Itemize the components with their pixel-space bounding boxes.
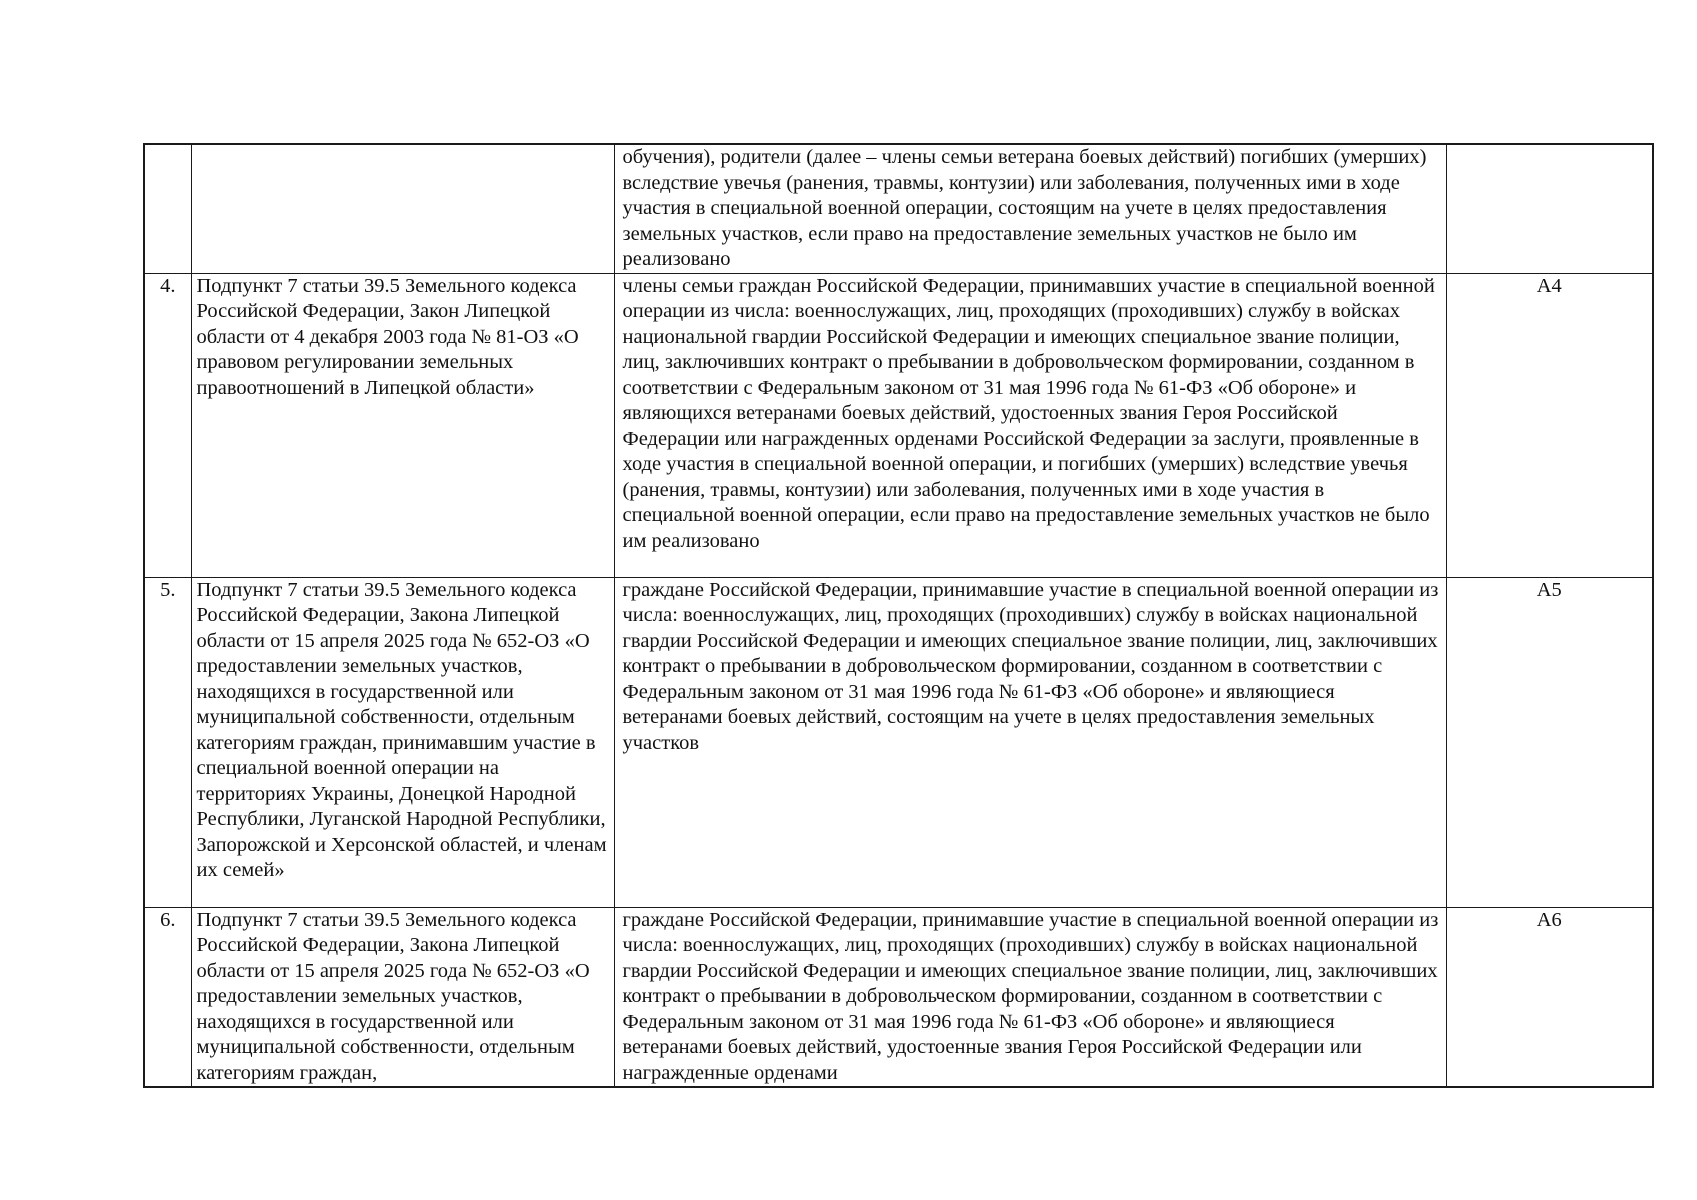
row-number-cell: 5. — [144, 577, 191, 907]
category-code-cell: А4 — [1446, 273, 1653, 577]
table-row — [144, 577, 1653, 907]
row-number-cell — [144, 144, 191, 273]
legal-basis-cell: Подпункт 7 статьи 39.5 Земельного кодекса Российской Федерации, Закона Липецкой области от 15 апреля 2025 года № 652-ОЗ «О предоставлении земельных участков, находящихся в государственной или муниципальной собственности, отдельным категориям граждан, — [191, 907, 614, 1087]
category-description-cell: граждане Российской Федерации, принимавшие участие в специальной военной операции из числа: военнослужащих, лиц, проходящих (проходивших) службу в войсках национальной гвардии Российской Федерации и имеющих специальное звание полиции, лиц, заключивших контракт о пребывании в добровольческом формировании, созданном в соответствии с Федеральным законом от 31 мая 1996 года № 61-ФЗ «Об обороне» и являющиеся ветеранами боевых действий, удостоенные звания Героя Российской Федерации или награжденные орденами — [614, 907, 1446, 1087]
category-description-cell: обучения), родители (далее – члены семьи ветерана боевых действий) погибших (умерших) вследствие увечья (ранения, травмы, контузии) или заболевания, полученных ими в ходе участия в специальной военной операции, состоящим на учете в целях предоставления земельных участков, если право на предоставление земельных участков не было им реализовано — [614, 144, 1446, 273]
row-number-cell: 4. — [144, 273, 191, 577]
category-description-cell: члены семьи граждан Российской Федерации, принимавших участие в специальной военной операции из числа: военнослужащих, лиц, проходящих (проходивших) службу в войсках национальной гвардии Российской Федерации и имеющих специальное звание полиции, лиц, заключивших контракт о пребывании в добровольческом формировании, созданном в соответствии с Федеральным законом от 31 мая 1996 года № 61-ФЗ «Об обороне» и являющихся ветеранами боевых действий, удостоенных звания Героя Российской Федерации или награжденных орденами Российской Федерации за заслуги, проявленные в ходе участия в специальной военной операции, и погибших (умерших) вследствие увечья (ранения, травмы, контузии) или заболевания, полученных ими в ходе участия в специальной военной операции, если право на предоставление земельных участков не было им реализовано — [614, 273, 1446, 577]
table-row — [144, 907, 1653, 1087]
table-row-continuation — [144, 144, 1653, 273]
category-description-cell: граждане Российской Федерации, принимавшие участие в специальной военной операции из числа: военнослужащих, лиц, проходящих (проходивших) службу в войсках национальной гвардии Российской Федерации и имеющих специальное звание полиции, лиц, заключивших контракт о пребывании в добровольческом формировании, созданном в соответствии с Федеральным законом от 31 мая 1996 года № 61-ФЗ «Об обороне» и являющиеся ветеранами боевых действий, состоящим на учете в целях предоставления земельных участков — [614, 577, 1446, 907]
legal-basis-cell — [191, 144, 614, 273]
categories-table — [143, 143, 1654, 1088]
legal-basis-cell: Подпункт 7 статьи 39.5 Земельного кодекса Российской Федерации, Закон Липецкой области от 4 декабря 2003 года № 81-ОЗ «О правовом регулировании земельных правоотношений в Липецкой области» — [191, 273, 614, 577]
category-code-cell: А5 — [1446, 577, 1653, 907]
row-number-cell: 6. — [144, 907, 191, 1087]
category-code-cell — [1446, 144, 1653, 273]
category-code-cell: А6 — [1446, 907, 1653, 1087]
legal-basis-cell: Подпункт 7 статьи 39.5 Земельного кодекса Российской Федерации, Закона Липецкой области от 15 апреля 2025 года № 652-ОЗ «О предоставлении земельных участков, находящихся в государственной или муниципальной собственности, отдельным категориям граждан, принимавшим участие в специальной военной операции на территориях Украины, Донецкой Народной Республики, Луганской Народной Республики, Запорожской и Херсонской областей, и членам их семей» — [191, 577, 614, 907]
table-row — [144, 273, 1653, 577]
